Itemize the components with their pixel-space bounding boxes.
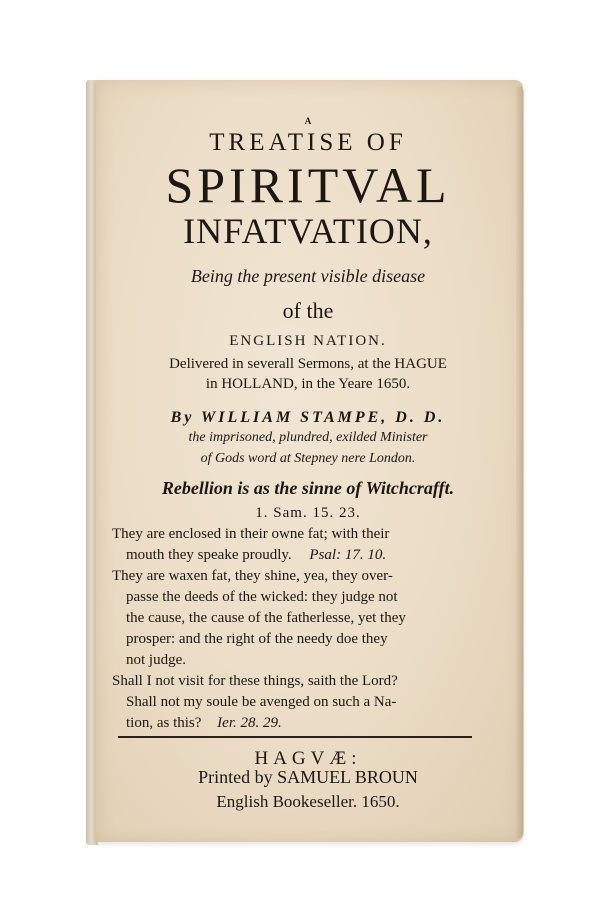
title-treatise-of: TREATISE OF xyxy=(209,129,407,156)
author-description-2: of Gods word at Stepney nere London. xyxy=(200,451,416,466)
verse-line: They are waxen fat, they shine, yea, they over- xyxy=(112,568,393,584)
verse-line xyxy=(126,715,282,732)
imprint-bookseller: English Bookeseller. 1650. xyxy=(216,792,400,811)
jeremiah-reference: Ier. 28. 29. xyxy=(217,715,282,731)
imprint-printer: Printed by SAMUEL BROUN xyxy=(198,767,418,787)
psalm-reference: Psal: 17. 10. xyxy=(309,547,387,563)
verse-line: prosper: and the right of the needy doe they xyxy=(126,631,388,647)
verse-line: Shall not my soule be avenged on such a Na- xyxy=(126,694,397,710)
subtitle-of-the: of the xyxy=(282,298,334,323)
holland-line: in HOLLAND, in the Yeare 1650. xyxy=(205,376,411,392)
author-line: By WILLIAM STAMPE, D. D. xyxy=(170,409,446,426)
verse-line-text: tion, as this? xyxy=(126,715,202,731)
epigraph: Rebellion is as the sinne of Witchcrafft. xyxy=(161,478,455,498)
subtitle-english-nation: ENGLISH NATION. xyxy=(229,333,387,349)
verse-line: Shall I not visit for these things, saith the Lord? xyxy=(112,673,398,689)
epigraph-reference: 1. Sam. 15. 23. xyxy=(255,505,361,521)
subtitle-being: Being the present visible disease xyxy=(190,266,426,286)
verse-line: They are enclosed in their owne fat; with their xyxy=(112,526,390,542)
verse-line xyxy=(126,547,386,564)
verse-line: not judge. xyxy=(126,652,186,668)
verse-line: the cause, the cause of the fatherlesse, yet they xyxy=(126,610,406,626)
author-description-1: the imprisoned, plundred, exilded Minister xyxy=(188,430,428,445)
title-infatuation: INFATVATION, xyxy=(183,211,433,251)
verse-line: passe the deeds of the wicked: they judge not xyxy=(126,589,398,605)
title-article: A xyxy=(304,116,312,126)
delivered-line: Delivered in severall Sermons, at the HAGUE xyxy=(169,356,447,372)
title-spiritual: SPIRITVAL xyxy=(165,157,451,213)
verse-line-text: mouth they speake proudly. xyxy=(126,547,292,563)
imprint-place: HAGVÆ: xyxy=(254,748,362,769)
divider-rule xyxy=(118,736,472,738)
